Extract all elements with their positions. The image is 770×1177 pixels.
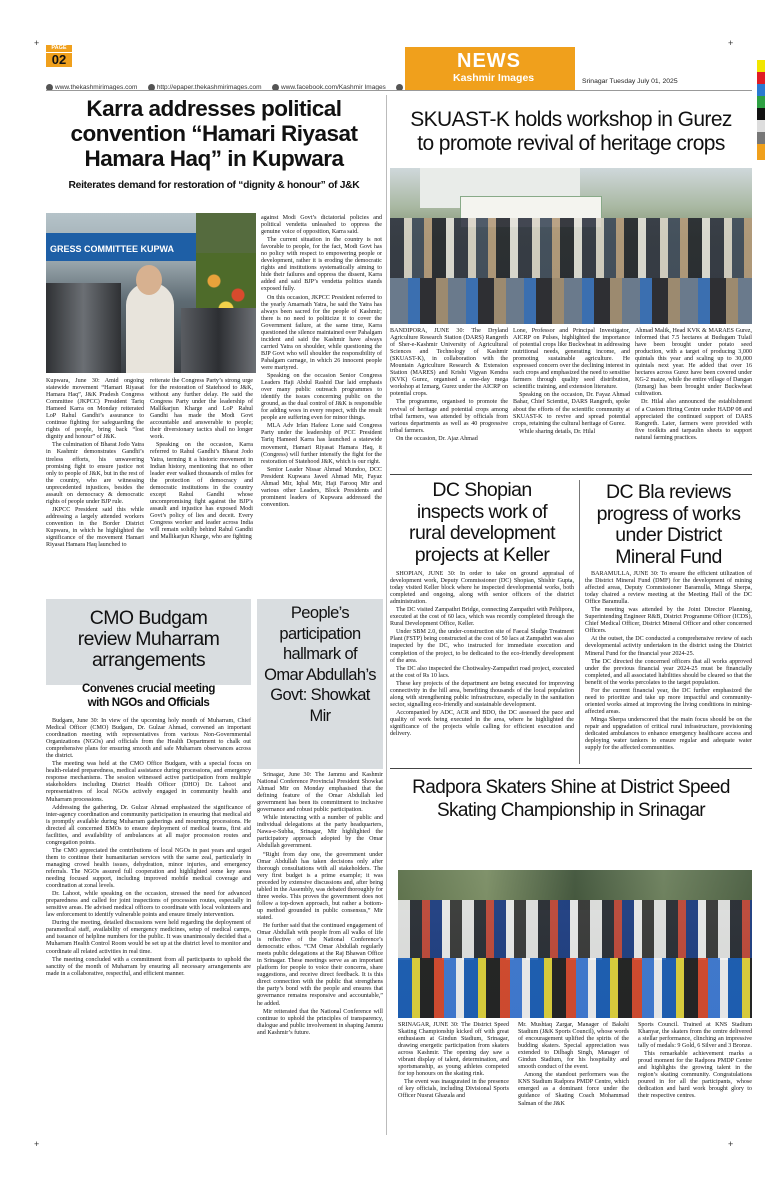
radpora-col3-para: Sports Council. Trained at KNS Stadium Khanyar, the skaters from the centre delivered a stellar performance, clinching an impressive tally of medals: 9 Gold, 6 Silver and 3 Bronze. bbox=[638, 1022, 752, 1050]
bla-headline-line-3: under District bbox=[615, 524, 722, 546]
skuast-col1-para: On the occasion, Dr. Ajaz Ahmad bbox=[396, 435, 478, 442]
bla-headline bbox=[585, 482, 752, 568]
karra-subhead: Reiterates demand for restoration of “dignity & honour” of J&K bbox=[68, 180, 360, 191]
karra-headline-line-2: convention “Hamari Riyasat bbox=[70, 121, 358, 146]
radpora-col3-para: This remarkable achievement marks a proud moment for the Radpora PMDP Centre and highlights the growing talent in the region’s skating community. Congratulations poured in for all the participants, whose dedication and hard work brought glory to their respective centres. bbox=[638, 1051, 752, 1100]
radpora-skaters-photo bbox=[398, 870, 752, 1018]
shopian-para: SHOPIAN, JUNE 30: In order to take on ground appraisal of development work, Deputy Commissioner (DC) Shopian, Shishir Gupta, today visited Keller block where he inspected developmental works, both completed and ongoing, along with senior officers of the district administration. bbox=[390, 571, 574, 606]
karra-col3-para: On this occasion, JKPCC President referred to the yearly Amarnath Yatra, he said the Yatra has always been sacred for the people of Kashmir; there is no need to politicize it to cover the Government failure, at the same time, Karra questioned the silence maintained over Pahalgam incident and said the Kashmir have always carried Yatra on shoulder, while questioning the BJP Govt who will shoulder the responsibility of Pahalgam carnage, in which 26 innocent people were martyred. bbox=[261, 294, 382, 371]
photo-speaker-head bbox=[136, 265, 162, 295]
cmo-body bbox=[46, 718, 251, 979]
cmo-para: Budgam, June 30: In view of the upcoming holy month of Muharram, Chief Medical Officer (CMO) Budgam, Dr. Gulzar Ahmad, convened an important coordination meeting with representatives from various Non-Governmental Organizations (NGOs) and officials from the Health Department to chalk out comprehensive plans for ensuring smooth and safe Muharram observances across the district. bbox=[46, 718, 251, 760]
cmo-para: Addressing the gathering, Dr. Gulzar Ahmad emphasized the significance of inter-agency coordination and community participation in ensuring that medical aid is promptly available during Muharram gatherings and mourning processions. He directed all concerned BMOs to ensure deployment of medical teams, first aid facilities, and availability of ambulances at all major procession routes and congregation points. bbox=[46, 804, 251, 846]
news-flag bbox=[405, 47, 575, 91]
photo-front-row bbox=[390, 278, 752, 324]
section-name: NEWS bbox=[457, 50, 521, 72]
radpora-top-rule bbox=[390, 768, 752, 769]
shopian-para: These key projects of the department are being executed for improving connectivity in the hill area, benefiting thousands of the local population along with strengthening public infrastructure, especially in the sanitation sector, signalling eco-friendly and sustainable development. bbox=[390, 680, 574, 708]
mir-headline-line-2: participation bbox=[279, 624, 361, 643]
bla-para: The meeting was attended by the Joint Director Planning, Superintending Engineer R&B, District Programme Officer (ICDS), Chief Medical Officer, District Mineral Officer and other concerned Officers. bbox=[585, 607, 752, 635]
shopian-headline-line-3: rural development bbox=[409, 522, 555, 544]
karra-col3-para: against Modi Govt’s dictatorial policies and political vendetta unleashed to oppress the genuine voice of opposition, Karra said. bbox=[261, 215, 382, 236]
cmo-para: During the meeting, detailed discussions were held regarding the deployment of paramedical staff, availability of emergency medicines, setup of medical camps, and issuance of helpline numbers for the public. It was unanimously decided that a Muharram Health Control Room would be set up at the district level to monitor and coordinate all related activities in real time. bbox=[46, 920, 251, 955]
karra-headline bbox=[46, 96, 382, 171]
mir-para: Srinagar, June 30: The Jammu and Kashmir National Conference Provincial President Showkat Ahmad Mir on Monday emphasised that the defining feature of the Omar Abdullah led government has been its commitment to inclusive governance and robust public participation. bbox=[257, 772, 383, 814]
bla-para: At the outset, the DC conducted a comprehensive review of each developmental activity undertaken in the district using the District Mineral Fund for the financial year 2024-25. bbox=[585, 636, 752, 657]
photo-banner bbox=[46, 233, 196, 261]
photo-audience-left bbox=[46, 283, 121, 373]
skuast-headline bbox=[390, 108, 752, 156]
column-divider bbox=[579, 480, 580, 764]
shopian-para: Accompanied by ADC, ACR and BDO, the DC assessed the pace and quality of work being executed in the area, where he highlighted the significance of the projects while calling for efficient execution and delivery. bbox=[390, 709, 574, 738]
karra-convention-photo bbox=[46, 213, 256, 373]
skuast-headline-line-1: SKUAST-K holds workshop in Gurez bbox=[410, 108, 732, 131]
link-website[interactable]: www.thekashmirimages.com bbox=[46, 84, 137, 91]
mir-headline-line-3: hallmark of bbox=[282, 645, 358, 663]
karra-col2-para: Speaking on the occasion, Karra referred to Rahul Gandhi’s Bharat Jodo Yatra, terming it a historic movement in Indian history, mentioning that no other leader ever walked thousands of miles for the protection of democracy and democratic institutions in the country except Rahul Gandhi whose uncompromising fight against the BJP’s assault and injustice has exposed Modi Govt’s policy of lies and deceit. Every Congress worker and leader across India will remain solidly behind Rahul Gandhi and Mallikarjun Kharge, who are fighting bbox=[150, 442, 253, 541]
mir-para: He further said that the continued engagement of Omar Abdullah with people from all walks of life is reflective of the National Conference’s democratic ethos. “CM Omar Abdullah regularly meets public delegations at the Raj Bhawan Office in Srinagar. These meetings serve as an important platform for people to voice their concerns, share suggestions, and receive direct feedback. It is this direct connection with the public that strengthens the party’s bond with the people and ensures that governance remains responsive and accountable,” he added. bbox=[257, 922, 383, 1007]
link-facebook[interactable]: www.facebook.com/Kashmir Images bbox=[272, 84, 386, 91]
karra-col3-para: MLA Adv Irfan Hafeez Lone said Congress Party under the leadership of PCC President Tariq Hameed Karra has launched a statewide movement, Hamari Riyasat Hamara Haq, it (Congress) will further intensify the fight for the restoration of Statehood J&K, which is our right. bbox=[261, 423, 382, 465]
karra-col1-para: JKPCC President said this while addressing a largely attended workers convention in the Border District Kupwara, in which he highlighted the significance of the movement Hamari Riyasat Hamara Haq launched to bbox=[46, 506, 144, 549]
shopian-headline-line-2: inspects work of bbox=[416, 500, 548, 523]
cmo-headline bbox=[46, 608, 251, 671]
page-label: PAGE bbox=[46, 45, 72, 52]
karra-col1-para: The culmination of Bharat Jodo Yatra in Kashmir demonstrates Gandhi’s tireless efforts, his unwavering promising fight to ensure justice not only to people of J&K, but in the rest of the country, who are witnessing unprecedented injustices, besides the assault on democracy & democratic rights of people under BJP rule. bbox=[46, 442, 144, 505]
karra-col3-para: The current situation in the country is not favorable to people, for the fact, Modi Govt has no policy with respect to empowering people or development, rather it is eroding the democratic rights and institutions systematically aiming to hide their failures and oppress the dissent, Karra added and said BJP’s vendetta politics stands exposed fully. bbox=[261, 237, 382, 293]
karra-headline-line-1: Karra addresses political bbox=[86, 96, 342, 121]
bla-para: The DC directed the concerned officers that all works approved under the previous financial year 2024-25 must be financially completed, and all associated liabilities should be cleared so that the benefit of the works percolates to the target population. bbox=[585, 658, 752, 686]
bla-headline-line-1: DC Bla reviews bbox=[606, 481, 731, 503]
skuast-headline-line-2: to promote revival of heritage crops bbox=[417, 132, 725, 155]
masthead-links bbox=[46, 76, 386, 91]
radpora-col1-para: The event was inaugurated in the presence of key officials, including Divisional Sports Officer Nusrat Ghazala and bbox=[398, 1079, 509, 1100]
mir-para: While interacting with a number of public and individual delegations at the party headquarters, Nawa-e-Subha, Srinagar, Mir highlighted the participatory approach adopted by the Omar Abdullah government. bbox=[257, 815, 383, 850]
shopian-para: The DC visited Zampathri Bridge, connecting Zampathri with Pehlipora, executed at the cost of 60 lacs, which was recently completed through the Rural Development Office, Keller. bbox=[390, 607, 574, 628]
crop-mark-top-left: + bbox=[34, 38, 40, 48]
skuast-col-3 bbox=[635, 328, 752, 443]
shopian-body bbox=[390, 571, 574, 739]
karra-col2-para: reiterate the Congress Party’s strong urge for the restoration of Statehood to J&K, without any further delay. He said the Congress Party under the leadership of Mallikarjun Kharge and LoP Rahul Gandhi has made the Modi Govt accountable and answerable to people; their diversionary tactics shall no longer work. bbox=[150, 378, 253, 441]
paper-name: Kashmir Images bbox=[453, 72, 535, 84]
mir-headline-line-4: Omar Abdullah’s bbox=[264, 665, 376, 684]
skuast-col3-para: Ahmad Malik, Head KVK & MARAES Gurez, informed that 7.5 hectares at Budugam Tulail have been brought under potato seed production, with a target of producing 3,000 quintals this year and scaling up to 30,000 quintals next year. He added that over 16 hectares across Gurez have been covered under KG-2 maize, while the entire village of Dangan (Izmarg) has been brought under Buckwheat cultivation. bbox=[635, 328, 752, 398]
karra-col-1 bbox=[46, 378, 144, 550]
dateline: Srinagar Tuesday July 01, 2025 bbox=[582, 78, 678, 85]
mir-headline-line-6: Mir bbox=[309, 706, 331, 725]
karra-col3-para: Senior Leader Nissar Ahmad Mundoo, DCC President Kupwara Javed Ahmad Mir, Fayaz Ahmad Mir, Iqbal Mir, Haji Farooq Mir and various other Leaders, Block Presidents and prominent leaders of Kupwara addressed the convention. bbox=[261, 466, 382, 508]
mir-headline-line-1: People’s bbox=[290, 604, 350, 622]
skuast-col2-para: Speaking on the occasion, Dr. Fayaz Ahmad Bahar, Chief Scientist, DARS Rangreth, spoke about the efforts of the scientific community at SKUAST-K to revive and spread potential crops, retaining the cultural heritage of Gurez. bbox=[513, 392, 630, 427]
shopian-para: Under SBM 2.0, the under-construction site of Faecal Sludge Treatment Plant (FSTP) being constructed at the cost of 50 lacs at Zampathri was also inspected by the DC, who instructed for immediate execution and completion of the project, to be dedicated to the eco-friendly development of the area. bbox=[390, 629, 574, 664]
bla-para: BARAMULLA, JUNE 30: To ensure the efficient utilization of the District Mineral Fund (DMF) for the development of mining affected areas, Deputy Commissioner Baramulla, Minga Sherpa, today chaired a review meeting at the Meeting Hall of the DC Office Baramulla. bbox=[585, 571, 752, 606]
bla-para: Minga Sherpa underscored that the main focus should be on the repair and upgradation of critical rural infrastructure, provisioning dedicated ambulances to enhance emergency healthcare access and deploying water tankers to ensure regular and adequate water supply for the affected communities. bbox=[585, 716, 752, 752]
crop-mark-bottom-right: + bbox=[728, 1139, 734, 1149]
photo-audience-right bbox=[181, 308, 256, 373]
cmo-para: The meeting was held at the CMO Office Budgam, with a special focus on health-related preparedness, medical assistance during processions, and emergency response mechanisms. The session witnessed active participation from multiple stakeholders including District Health Officer (DHO) Dr. Lahoot and representatives of local NGOs actively engaged in community health and Muharram processions. bbox=[46, 761, 251, 803]
skuast-bottom-rule bbox=[390, 474, 752, 475]
radpora-headline bbox=[390, 776, 752, 822]
cmo-para: The CMO appreciated the contributions of local NGOs in past years and urged them to continue their humanitarian services with the same zeal, particularly in managing crowd health issues, dehydration, minor injuries, and emergency referrals. The NGOs assured full cooperation and highlighted some key areas needing focused support, including improved mobile medical coverage and coordination at zonal levels. bbox=[46, 847, 251, 890]
cmo-subhead bbox=[46, 682, 251, 710]
radpora-col1-para: SRINAGAR, JUNE 30: The District Speed Skating Championship kicked off with great enthusiasm at Gindun Stadium, Srinagar, drawing energetic participation from skaters across Kashmir. The opening day saw a vibrant display of talent, determination, and sportsmanship, as young athletes competed for top honours on the skating rink. bbox=[398, 1022, 509, 1078]
crop-mark-top-right: + bbox=[728, 38, 734, 48]
skuast-col2-para: While sharing details, Dr. Hilal bbox=[519, 428, 596, 435]
masthead-rule bbox=[46, 90, 752, 91]
karra-col-3 bbox=[261, 215, 382, 510]
skuast-col1-para: The programme, organised to promote the revival of heritage and potential crops among tribal farmers, was attended by officials from various departments as well as 40 progressive tribal farmers. bbox=[390, 399, 508, 434]
photo-banner-text: GRESS COMMITTEE KUPWA bbox=[50, 244, 175, 254]
karra-col-2 bbox=[150, 378, 253, 542]
radpora-headline-line-2: Skating Championship in Srinagar bbox=[436, 800, 706, 821]
karra-col3-para: Speaking on the occasion Senior Congress Leaders Haji Abdul Rashid Dar laid emphasis over many public outreach programmes to identify the issues concerning public on the ground, as the dual control of J&K is responsible for adding woes in every respect, with the result people are suffering even for minor things. bbox=[261, 373, 382, 422]
shopian-headline bbox=[390, 480, 574, 566]
mir-para: Mir reiterated that the National Conference will continue to uphold the principles of transparency, dialogue and public involvement in shaping Jammu and Kashmir’s future. bbox=[257, 1008, 383, 1036]
cmo-headline-line-2: review Muharram bbox=[77, 628, 220, 650]
page-number: 02 bbox=[46, 53, 72, 67]
color-registration-bar bbox=[757, 60, 765, 160]
photo-kneeling-row bbox=[398, 958, 752, 1018]
mir-headline-line-5: Govt: Showkat bbox=[270, 686, 370, 704]
radpora-col2-para: Mr. Mushtaq Zargar, Manager of Bakshi Stadium (J&K Sports Council), whose words of encouragement uplifted the spirits of the budding skaters. Special appreciation was extended to Dilbagh Singh, Manager of Gindun Stadium, for his hospitality and smooth conduct of the event. bbox=[518, 1022, 629, 1071]
skuast-group-photo bbox=[390, 168, 752, 324]
bla-body bbox=[585, 571, 752, 753]
bla-headline-line-4: Mineral Fund bbox=[615, 545, 722, 568]
radpora-col2-para: Among the standout performers was the KNS Stadium Radpora PMDP Centre, which emerged as a dominant force under the guidance of Skating Coach Mohammad Salman of the J&K bbox=[518, 1072, 629, 1107]
mir-body bbox=[257, 772, 383, 1038]
skuast-col2-para: Lone, Professor and Principal Investigator, AICRP on Pulses, highlighted the importance of potential crops like Buckwheat in addressing nutritional needs, generating income, and promoting sustainable agriculture. He expressed concern over the declining interest in such crops and emphasized the need to sensitise farmers through quality seed distribution, scientific training, and extension literature. bbox=[513, 328, 630, 391]
radpora-col-1 bbox=[398, 1022, 509, 1102]
karra-headline-line-3: Hamara Haq” in Kupwara bbox=[84, 146, 344, 171]
shopian-headline-line-4: projects at Keller bbox=[414, 543, 550, 566]
photo-standing-row bbox=[398, 900, 752, 960]
cmo-subhead-line-2: with NGOs and Officials bbox=[87, 697, 210, 709]
photo-speaker bbox=[126, 283, 174, 373]
link-epaper[interactable]: http://epaper.thekashmirimages.com bbox=[148, 84, 262, 91]
bla-para: For the current financial year, the DC further emphasized the need to prioritize and take up more impactful and community-oriented works aimed at improving the living conditions in mining-affected areas. bbox=[585, 687, 752, 715]
bla-headline-line-2: progress of works bbox=[596, 502, 741, 525]
radpora-headline-line-1: Radpora Skaters Shine at District Speed bbox=[412, 777, 730, 798]
cmo-para: The meeting concluded with a commitment from all participants to uphold the sanctity of the month of Muharram by ensuring all necessary arrangements are made in a collaborative, respectful, and efficient manner. bbox=[46, 956, 251, 977]
karra-col1-para: Kupwara, June 30: Amid ongoing statewide movement “Hamari Riyasat Hamara Haq”, J&K Pradesh Congress Committee (JKPCC) President Tariq Hameed Karra on Monday reiterated LoP Rahul Gandhi’s assurance to continue fighting for safeguarding the rights of people, bring back “lost dignity and honour” of J&K. bbox=[46, 378, 144, 441]
page-number-badge bbox=[46, 45, 72, 67]
cmo-para: Dr. Lahoot, while speaking on the occasion, stressed the need for advanced preparedness and called for joint inspections of procession routes, especially in sensitive areas. He advised medical officers to coordinate with local volunteers and law enforcement to identify vulnerable points and ensure timely intervention. bbox=[46, 891, 251, 919]
cmo-headline-line-1: CMO Budgam bbox=[89, 607, 208, 629]
mir-headline bbox=[257, 603, 383, 726]
cmo-subhead-line-1: Convenes crucial meeting bbox=[82, 683, 215, 695]
cmo-headline-line-3: arrangements bbox=[91, 649, 206, 671]
mir-para: “Right from day one, the government under Omar Abdullah has taken decisions only after thorough consultations with all stakeholders. The very first budget is a prime example; it was preceded by extensive discussions and, after being tabled in the Assembly, was debated thoroughly for three weeks. This proves the government does not follow a top-down approach, but rather a bottom-up method grounded in public consensus,” Mir stated. bbox=[257, 851, 383, 921]
skuast-col-2 bbox=[513, 328, 630, 437]
shopian-para: The DC also inspected the Chotiwaley-Zampathri road project, executed at the cost of Rs 10 lacs. bbox=[390, 665, 574, 679]
skuast-col-1 bbox=[390, 328, 508, 444]
radpora-col-2 bbox=[518, 1022, 629, 1109]
radpora-col-3 bbox=[638, 1022, 752, 1102]
crop-mark-bottom-left: + bbox=[34, 1139, 40, 1149]
skuast-col3-para: Dr. Hilal also announced the establishment of a Custom Hiring Centre under HADP 08 and appreciated the continued support of DARS Rangreth. Later, farmers were provided with five toolkits and tarpaulin sheets to support natural farming practices. bbox=[635, 399, 752, 441]
shopian-headline-line-1: DC Shopian bbox=[432, 479, 532, 501]
skuast-col1-para: BANDIPORA, JUNE 30: The Dryland Agriculture Research Station (DARS) Rangreth of Sher-e-Kashmir University of Agricultural Sciences and Technology of Kashmir (SKUAST-K), in collaboration with the Mountain Agriculture Research & Extension Station (MARES) and Krishi Vigyan Kendra (KVK) Gurez, organised a one-day mega workshop at Izmarg, Gurez under the AICRP on potential crops. bbox=[390, 328, 508, 398]
column-divider bbox=[386, 95, 387, 1135]
